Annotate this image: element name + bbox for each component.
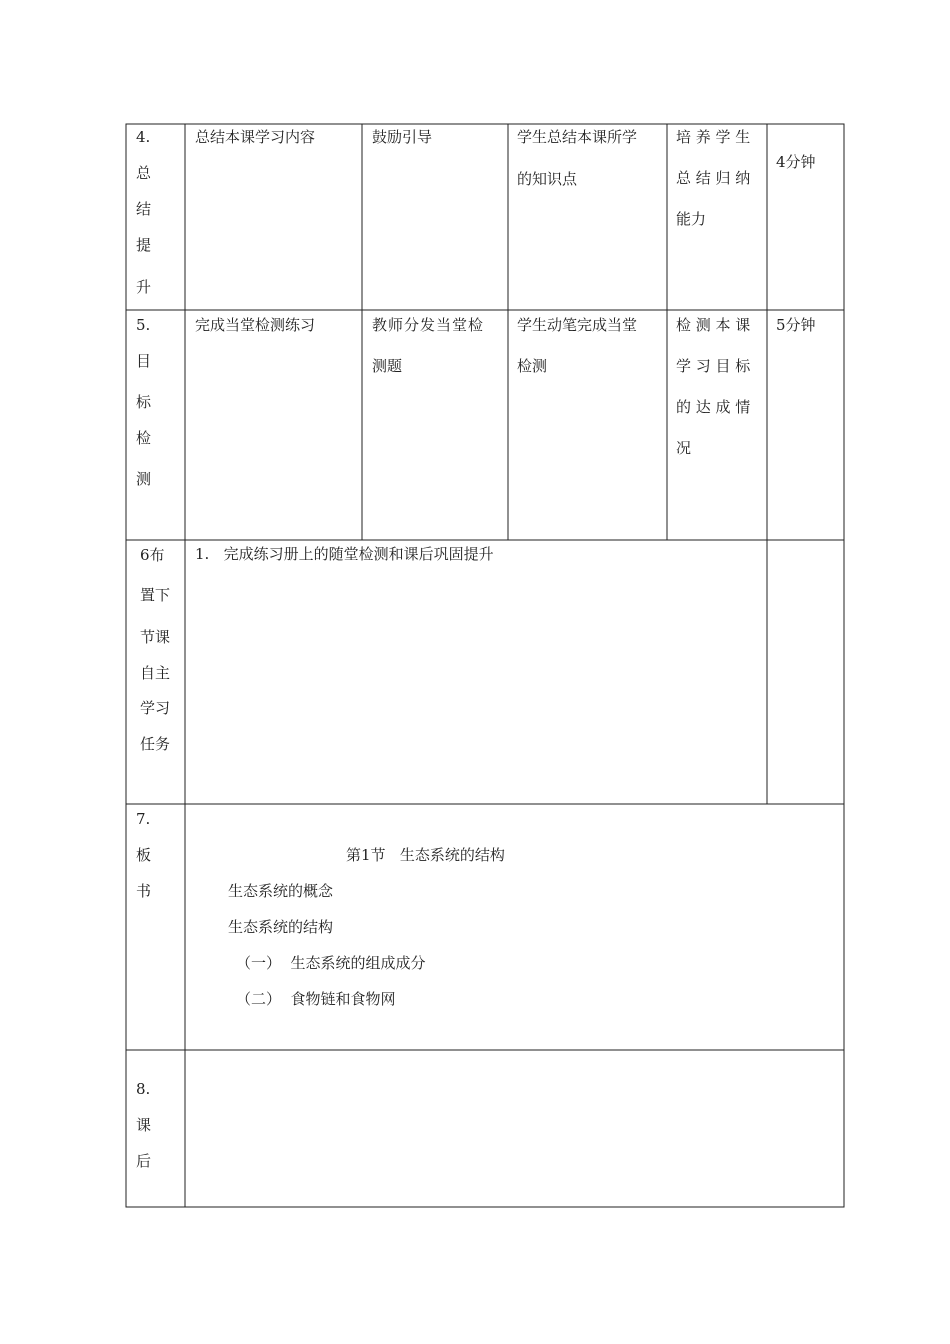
step-text: 升 bbox=[136, 278, 152, 296]
step-text: 书 bbox=[136, 882, 152, 900]
goal-text: 能力 bbox=[676, 210, 707, 228]
homework-task: 1. 完成练习册上的随堂检测和课后巩固提升 bbox=[195, 545, 494, 563]
goal-text: 况 bbox=[676, 439, 692, 457]
content-check: 完成当堂检测练习 bbox=[195, 316, 316, 334]
board-subline: （一） 生态系统的组成成分 bbox=[236, 954, 426, 972]
content-summary: 总结本课学习内容 bbox=[195, 128, 316, 146]
student-text: 学生动笔完成当堂 bbox=[517, 316, 638, 334]
goal-text: 的 达 成 情 bbox=[676, 398, 751, 416]
step-text: 总 bbox=[136, 164, 152, 182]
student-text: 的知识点 bbox=[517, 170, 578, 188]
goal-text: 检 测 本 课 bbox=[676, 316, 751, 334]
step-text: 提 bbox=[136, 236, 152, 254]
teacher-text: 教师分发当堂检 bbox=[372, 316, 485, 334]
board-line: 生态系统的结构 bbox=[228, 918, 334, 936]
goal-text: 总 结 归 纳 bbox=[676, 169, 751, 187]
teacher-text: 测题 bbox=[372, 357, 403, 375]
time-summary: 4分钟 bbox=[776, 153, 816, 171]
step-text: 测 bbox=[136, 470, 152, 488]
step-text: 7. bbox=[136, 810, 151, 828]
step-text: 节课 bbox=[140, 628, 171, 646]
goal-text: 培 养 学 生 bbox=[676, 128, 751, 146]
student-text: 检测 bbox=[517, 357, 548, 375]
step-text: 任务 bbox=[140, 735, 171, 753]
step-text: 6布 bbox=[140, 546, 165, 564]
step-text: 检 bbox=[136, 429, 152, 447]
board-title: 第1节 生态系统的结构 bbox=[346, 846, 505, 864]
step-text: 自主 bbox=[140, 664, 171, 682]
goal-text: 学 习 目 标 bbox=[676, 357, 751, 375]
step-text: 目 bbox=[136, 352, 152, 370]
board-line: 生态系统的概念 bbox=[228, 882, 334, 900]
step-text: 课 bbox=[136, 1116, 152, 1134]
student-text: 学生总结本课所学 bbox=[517, 128, 638, 146]
step-text: 置下 bbox=[140, 586, 171, 604]
time-check: 5分钟 bbox=[776, 316, 816, 334]
step-text: 后 bbox=[136, 1152, 152, 1170]
step-text: 学习 bbox=[140, 699, 171, 717]
step-text: 标 bbox=[136, 393, 152, 411]
step-text: 4. bbox=[136, 128, 151, 146]
step-text: 结 bbox=[136, 200, 152, 218]
step-text: 5. bbox=[136, 316, 151, 334]
board-subline: （二） 食物链和食物网 bbox=[236, 990, 396, 1008]
step-text: 8. bbox=[136, 1080, 151, 1098]
teacher-summary: 鼓励引导 bbox=[372, 128, 433, 146]
step-text: 板 bbox=[136, 846, 152, 864]
